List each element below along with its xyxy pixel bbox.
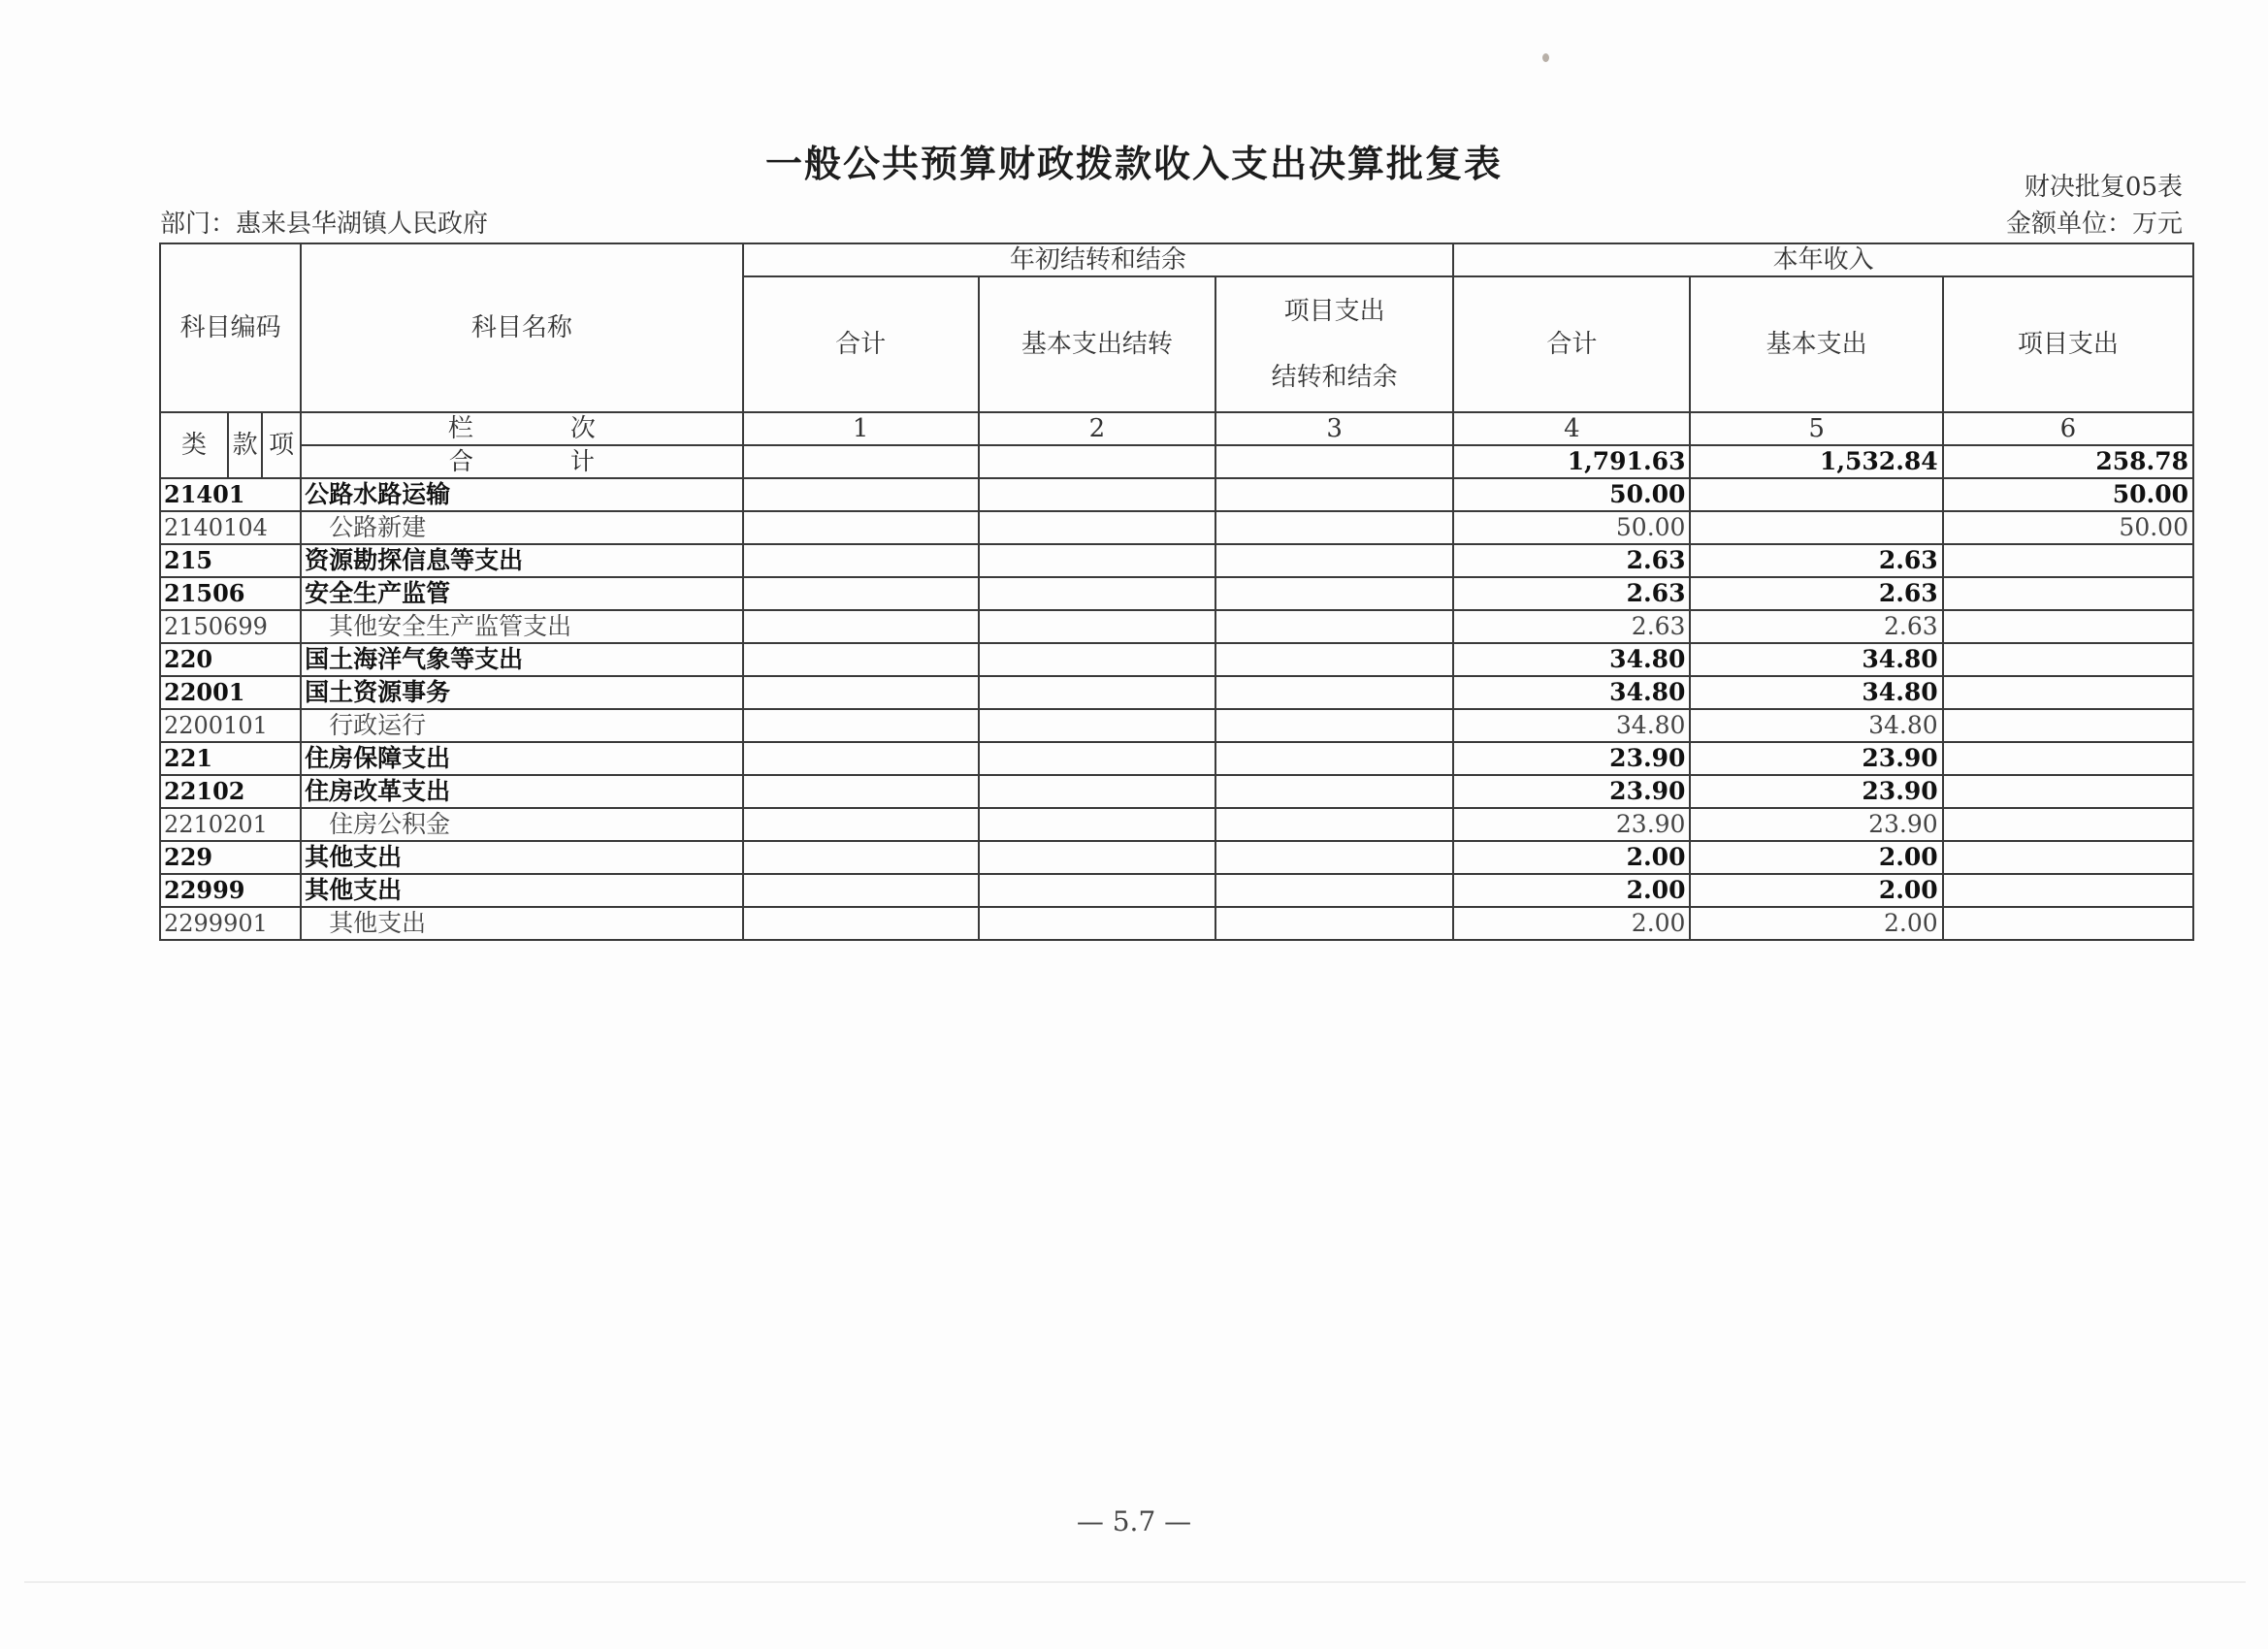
table-header <box>160 243 2193 478</box>
amount-cell <box>1215 610 1453 643</box>
amount-cell <box>1943 643 2193 676</box>
total-row-label <box>301 445 742 478</box>
project-carryover-line2: 结转和结余 <box>1271 363 1398 392</box>
amount-cell <box>1215 841 1453 874</box>
subject-code-cell: 2150699 <box>160 610 301 643</box>
amount-cell <box>743 742 979 775</box>
table-row <box>160 907 2193 940</box>
subject-name-cell: 国土海洋气象等支出 <box>301 643 742 676</box>
subject-code-cell: 21401 <box>160 478 301 511</box>
amount-cell <box>1215 643 1453 676</box>
amount-cell <box>979 676 1215 709</box>
subject-code-cell: 2210201 <box>160 808 301 841</box>
amount-cell: 50.00 <box>1943 511 2193 544</box>
amount-cell <box>1215 775 1453 808</box>
amount-cell <box>979 742 1215 775</box>
amount-cell <box>1215 577 1453 610</box>
amount-cell: 34.80 <box>1453 676 1690 709</box>
column-number: 4 <box>1453 412 1690 445</box>
amount-cell <box>743 841 979 874</box>
total-cell: 258.78 <box>1943 445 2193 478</box>
table-row <box>160 610 2193 643</box>
amount-cell <box>743 709 979 742</box>
kuan-header: 款 <box>228 412 262 478</box>
subject-name-cell: 其他安全生产监管支出 <box>301 610 742 643</box>
subject-code-cell: 220 <box>160 643 301 676</box>
column-number: 2 <box>979 412 1215 445</box>
column-number: 3 <box>1215 412 1453 445</box>
table-row <box>160 643 2193 676</box>
amount-cell <box>979 544 1215 577</box>
amount-cell <box>1215 544 1453 577</box>
amount-cell <box>979 577 1215 610</box>
subject-name-cell: 住房改革支出 <box>301 775 742 808</box>
amount-cell: 34.80 <box>1690 676 1942 709</box>
amount-cell: 34.80 <box>1453 709 1690 742</box>
subject-name-header: 科目名称 <box>301 243 742 412</box>
subject-code-cell: 2200101 <box>160 709 301 742</box>
amount-cell <box>1215 742 1453 775</box>
total-cell <box>1215 445 1453 478</box>
amount-cell: 2.00 <box>1690 907 1942 940</box>
subject-name-cell: 其他支出 <box>301 907 742 940</box>
amount-cell <box>1215 478 1453 511</box>
amount-cell: 2.63 <box>1690 577 1942 610</box>
amount-cell <box>979 775 1215 808</box>
total-cell <box>743 445 979 478</box>
amount-cell: 34.80 <box>1690 709 1942 742</box>
amount-cell <box>1943 709 2193 742</box>
amount-cell <box>1943 577 2193 610</box>
subject-code-cell: 2299901 <box>160 907 301 940</box>
table-row <box>160 577 2193 610</box>
amount-cell: 23.90 <box>1690 775 1942 808</box>
amount-cell: 2.00 <box>1690 874 1942 907</box>
amount-cell <box>743 808 979 841</box>
total-cell <box>979 445 1215 478</box>
total-cell: 1,532.84 <box>1690 445 1942 478</box>
amount-cell: 34.80 <box>1690 643 1942 676</box>
subject-name-cell: 公路水路运输 <box>301 478 742 511</box>
budget-table <box>159 242 2194 941</box>
carryover-group-header: 年初结转和结余 <box>743 243 1454 276</box>
amount-cell <box>1690 511 1942 544</box>
amount-cell: 23.90 <box>1690 808 1942 841</box>
basic-carryover-header: 基本支出结转 <box>979 276 1215 412</box>
table-row <box>160 709 2193 742</box>
amount-cell <box>1943 742 2193 775</box>
subject-name-cell: 资源勘探信息等支出 <box>301 544 742 577</box>
total-cell: 1,791.63 <box>1453 445 1690 478</box>
amount-cell <box>1215 874 1453 907</box>
amount-cell <box>979 874 1215 907</box>
table-row <box>160 775 2193 808</box>
amount-unit: 金额单位：万元 <box>2005 210 2183 239</box>
form-number: 财决批复05表 <box>2024 173 2183 202</box>
subject-code-header: 科目编码 <box>160 243 301 412</box>
amount-cell <box>743 610 979 643</box>
lei-header: 类 <box>160 412 228 478</box>
subject-code-cell: 22001 <box>160 676 301 709</box>
amount-cell <box>743 874 979 907</box>
total-label-2: 计 <box>569 447 595 475</box>
amount-cell <box>1943 544 2193 577</box>
table-row <box>160 511 2193 544</box>
lanci-label <box>301 412 742 445</box>
department-label: 部门：惠来县华湖镇人民政府 <box>160 210 489 239</box>
amount-cell: 23.90 <box>1453 742 1690 775</box>
subject-name-cell: 其他支出 <box>301 874 742 907</box>
amount-cell <box>979 610 1215 643</box>
subject-name-cell: 国土资源事务 <box>301 676 742 709</box>
amount-cell <box>743 643 979 676</box>
subject-name-cell: 住房保障支出 <box>301 742 742 775</box>
subject-code-cell: 22999 <box>160 874 301 907</box>
total-label-1: 合 <box>448 447 473 475</box>
amount-cell: 34.80 <box>1453 643 1690 676</box>
amount-cell <box>1943 775 2193 808</box>
amount-cell <box>743 907 979 940</box>
amount-cell <box>743 511 979 544</box>
table-row <box>160 874 2193 907</box>
amount-cell <box>1943 808 2193 841</box>
column-number: 5 <box>1690 412 1942 445</box>
amount-cell <box>1943 610 2193 643</box>
amount-cell: 50.00 <box>1943 478 2193 511</box>
column-number: 6 <box>1943 412 2193 445</box>
amount-cell <box>743 676 979 709</box>
amount-cell <box>1943 907 2193 940</box>
amount-cell <box>979 511 1215 544</box>
amount-cell <box>1943 676 2193 709</box>
table-row <box>160 544 2193 577</box>
amount-cell <box>1215 907 1453 940</box>
amount-cell <box>743 775 979 808</box>
amount-cell <box>1215 676 1453 709</box>
subject-code-cell: 221 <box>160 742 301 775</box>
table-body <box>160 478 2193 940</box>
amount-cell: 23.90 <box>1453 808 1690 841</box>
income-group-header: 本年收入 <box>1453 243 2193 276</box>
table-row <box>160 478 2193 511</box>
scan-mark <box>1542 53 1549 62</box>
amount-cell <box>979 709 1215 742</box>
amount-cell <box>743 577 979 610</box>
amount-cell: 2.00 <box>1453 841 1690 874</box>
subject-name-cell: 行政运行 <box>301 709 742 742</box>
subject-name-cell: 住房公积金 <box>301 808 742 841</box>
table-row <box>160 841 2193 874</box>
subject-name-cell: 公路新建 <box>301 511 742 544</box>
amount-cell <box>743 478 979 511</box>
subject-code-cell: 21506 <box>160 577 301 610</box>
xiang-header: 项 <box>262 412 301 478</box>
amount-cell: 2.63 <box>1690 610 1942 643</box>
amount-cell <box>1215 511 1453 544</box>
amount-cell <box>979 841 1215 874</box>
amount-cell: 2.00 <box>1690 841 1942 874</box>
project-carryover-line1: 项目支出 <box>1283 297 1385 326</box>
amount-cell <box>1215 808 1453 841</box>
amount-cell: 2.00 <box>1453 874 1690 907</box>
amount-cell: 50.00 <box>1453 478 1690 511</box>
income-project-header: 项目支出 <box>1943 276 2193 412</box>
amount-cell <box>1943 841 2193 874</box>
amount-cell: 2.63 <box>1690 544 1942 577</box>
subject-name-cell: 安全生产监管 <box>301 577 742 610</box>
scan-edge <box>24 1581 2246 1583</box>
amount-cell <box>979 643 1215 676</box>
amount-cell: 2.63 <box>1453 544 1690 577</box>
subject-code-cell: 22102 <box>160 775 301 808</box>
page-number: — 5.7 — <box>1076 1505 1192 1537</box>
income-total-header: 合计 <box>1453 276 1690 412</box>
amount-cell: 2.63 <box>1453 577 1690 610</box>
amount-cell <box>1690 478 1942 511</box>
table-row <box>160 676 2193 709</box>
table-row <box>160 808 2193 841</box>
table-row <box>160 742 2193 775</box>
amount-cell: 23.90 <box>1453 775 1690 808</box>
income-basic-header: 基本支出 <box>1690 276 1942 412</box>
amount-cell <box>1943 874 2193 907</box>
amount-cell <box>979 478 1215 511</box>
amount-cell: 50.00 <box>1453 511 1690 544</box>
amount-cell: 2.63 <box>1453 610 1690 643</box>
subject-code-cell: 2140104 <box>160 511 301 544</box>
subject-code-cell: 215 <box>160 544 301 577</box>
project-carryover-header <box>1215 276 1453 412</box>
lanci-label-1: 栏 <box>447 414 473 443</box>
amount-cell <box>979 907 1215 940</box>
subject-name-cell: 其他支出 <box>301 841 742 874</box>
carryover-total-header: 合计 <box>743 276 979 412</box>
amount-cell: 23.90 <box>1690 742 1942 775</box>
amount-cell: 2.00 <box>1453 907 1690 940</box>
lanci-label-2: 次 <box>569 414 596 443</box>
subject-code-cell: 229 <box>160 841 301 874</box>
document-title: 一般公共预算财政拨款收入支出决算批复表 <box>764 143 1503 185</box>
amount-cell <box>1215 709 1453 742</box>
amount-cell <box>979 808 1215 841</box>
column-number: 1 <box>743 412 979 445</box>
amount-cell <box>743 544 979 577</box>
